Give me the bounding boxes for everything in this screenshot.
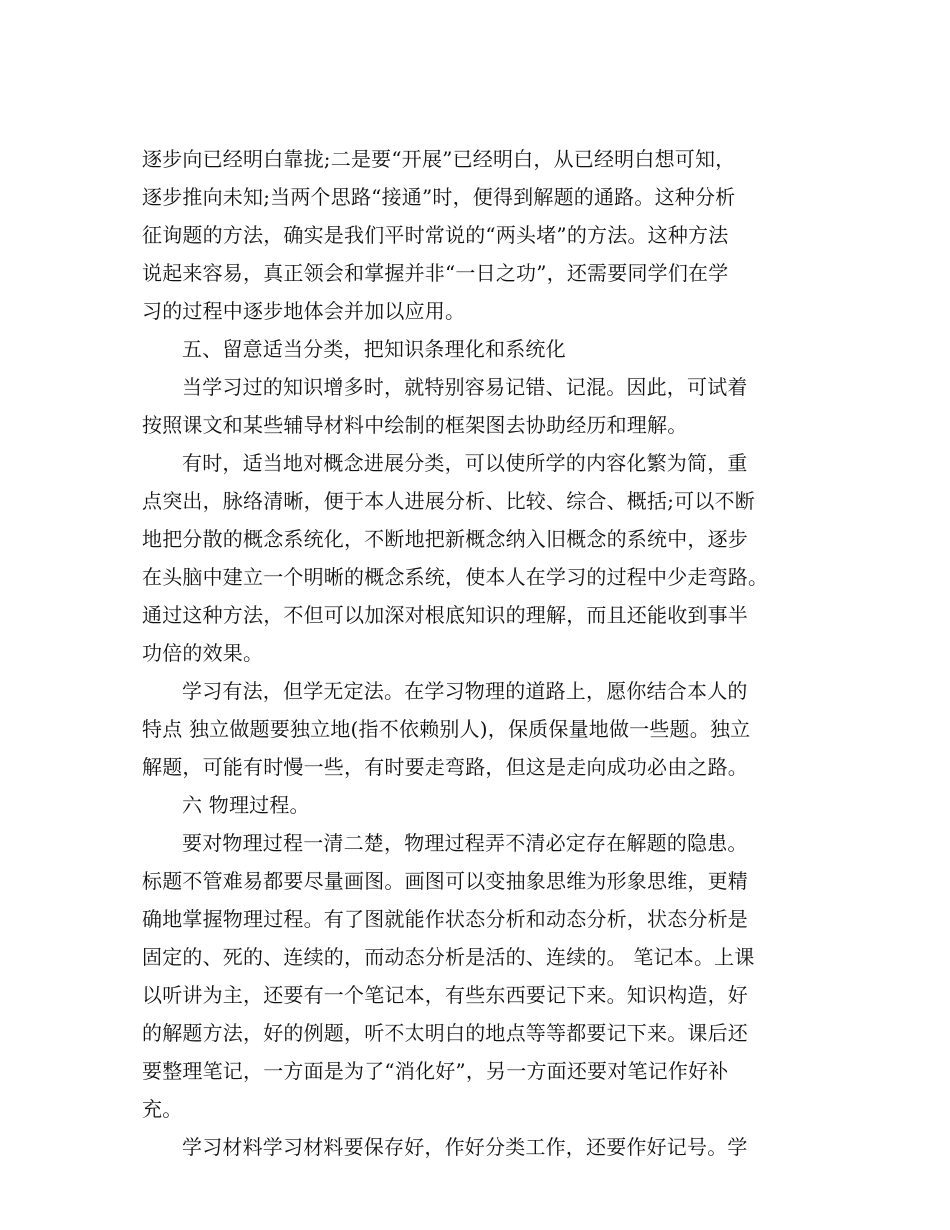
text-line: 逐步向已经明白靠拢;二是要“开展”已经明白，从已经明白想可知，: [142, 147, 736, 171]
text-line: 要整理笔记，一方面是为了“消化好”，另一方面还要对笔记作好补: [142, 1059, 729, 1083]
text-line: 功倍的效果。: [142, 641, 264, 665]
text-line: 习的过程中逐步地体会并加以应用。: [142, 299, 466, 323]
text-line: 按照课文和某些辅导材料中绘制的框架图去协助经历和理解。: [142, 413, 688, 437]
text-line: 五、留意适当分类，把知识条理化和系统化: [182, 337, 566, 361]
text-line: 地把分散的概念系统化，不断地把新概念纳入旧概念的系统中，逐步: [142, 527, 748, 551]
text-line: 的解题方法，好的例题，听不太明白的地点等等都要记下来。课后还: [142, 1021, 748, 1045]
text-line: 标题不管难易都要尽量画图。画图可以变抽象思维为形象思维，更精: [142, 869, 748, 893]
text-line: 说起来容易，真正领会和掌握并非“一日之功”，还需要同学们在学: [142, 261, 729, 285]
text-line: 学习材料学习材料要保存好，作好分类工作，还要作好记号。学: [182, 1135, 748, 1159]
text-line: 固定的、死的、连续的，而动态分析是活的、连续的。 笔记本。上课: [142, 945, 755, 969]
text-line: 通过这种方法，不但可以加深对根底知识的理解，而且还能收到事半: [142, 603, 748, 627]
text-line: 充。: [142, 1097, 183, 1121]
text-line: 解题，可能有时慢一些，有时要走弯路，但这是走向成功必由之路。: [142, 755, 748, 779]
text-line: 在头脑中建立一个明晰的概念系统，使本人在学习的过程中少走弯路。: [142, 565, 769, 589]
text-line: 以听讲为主，还要有一个笔记本，有些东西要记下来。知识构造，好: [142, 983, 748, 1007]
text-line: 征询题的方法，确实是我们平时常说的“两头堵”的方法。这种方法: [142, 223, 729, 247]
text-line: 点突出，脉络清晰，便于本人进展分析、比较、综合、概括;可以不断: [142, 489, 755, 513]
document-body: [142, 140, 822, 1166]
text-line: 逐步推向未知;当两个思路“接通”时，便得到解题的通路。这种分析: [142, 185, 736, 209]
text-line: 特点 独立做题要独立地(指不依赖别人)，保质保量地做一些题。独立: [142, 717, 751, 741]
text-line: 确地掌握物理过程。有了图就能作状态分析和动态分析，状态分析是: [142, 907, 748, 931]
text-line: 有时，适当地对概念进展分类，可以使所学的内容化繁为简，重: [182, 451, 748, 475]
text-line: 学习有法，但学无定法。在学习物理的道路上，愿你结合本人的: [182, 679, 748, 703]
text-line: 要对物理过程一清二楚，物理过程弄不清必定存在解题的隐患。: [182, 831, 748, 855]
text-line: 六 物理过程。: [182, 793, 310, 817]
text-line: 当学习过的知识增多时，就特别容易记错、记混。因此，可试着: [182, 375, 748, 399]
